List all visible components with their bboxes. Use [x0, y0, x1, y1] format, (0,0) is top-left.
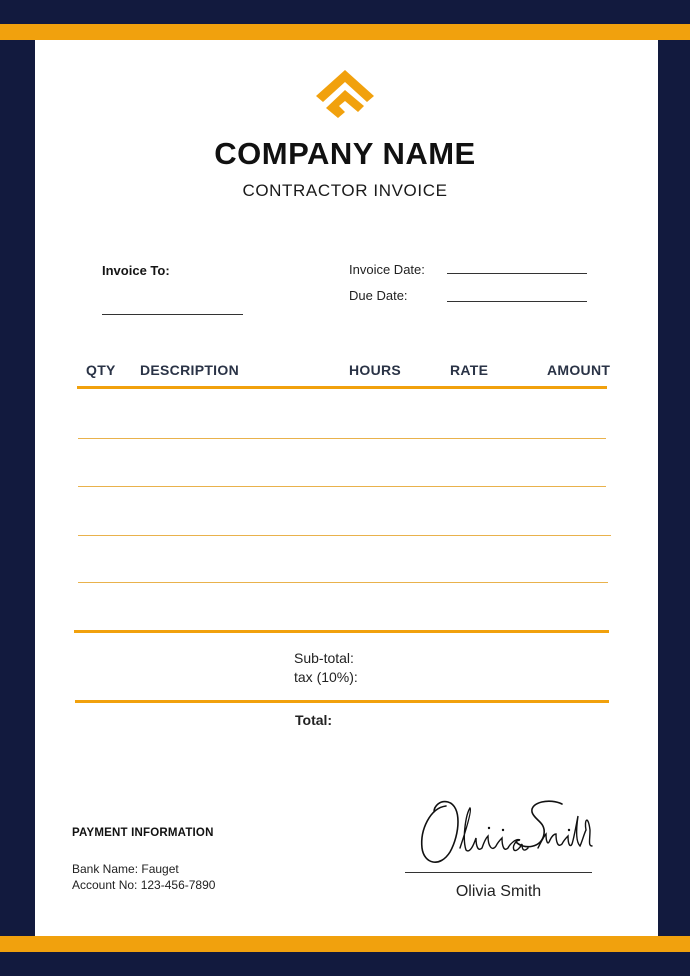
account-number: Account No: 123-456-7890 — [72, 878, 216, 892]
invoice-date-label: Invoice Date: — [349, 262, 425, 277]
table-row[interactable] — [78, 439, 606, 486]
top-accent-stripe — [0, 24, 690, 40]
column-header-hours: HOURS — [349, 362, 402, 378]
invoice-to-field[interactable] — [102, 314, 243, 315]
company-name: COMPANY NAME — [214, 136, 476, 171]
subtotal-label: Sub-total: — [294, 650, 354, 666]
bottom-accent-stripe — [0, 936, 690, 952]
table-row[interactable] — [78, 391, 606, 438]
table-row[interactable] — [78, 536, 606, 582]
due-date-label: Due Date: — [349, 288, 408, 303]
handwritten-signature — [412, 790, 594, 872]
invoice-to-label: Invoice To: — [102, 263, 170, 278]
tax-label: tax (10%): — [294, 669, 358, 685]
column-header-description: DESCRIPTION — [140, 362, 239, 378]
table-row[interactable] — [78, 487, 606, 534]
table-header-divider — [77, 386, 607, 389]
column-header-qty: QTY — [86, 362, 116, 378]
chevron-logo-icon — [314, 68, 376, 120]
bank-name: Bank Name: Fauget — [72, 862, 179, 876]
summary-divider — [75, 700, 609, 703]
due-date-field[interactable] — [447, 301, 587, 302]
table-bottom-divider — [74, 630, 609, 633]
invoice-date-field[interactable] — [447, 273, 587, 274]
column-header-amount: AMOUNT — [547, 362, 611, 378]
payment-info-title: PAYMENT INFORMATION — [72, 827, 214, 839]
table-row[interactable] — [78, 583, 606, 630]
signature-line — [405, 872, 592, 873]
column-header-rate: RATE — [450, 362, 489, 378]
signatory-name: Olivia Smith — [455, 883, 542, 900]
total-label: Total: — [295, 712, 333, 728]
document-subtitle: CONTRACTOR INVOICE — [242, 181, 448, 200]
